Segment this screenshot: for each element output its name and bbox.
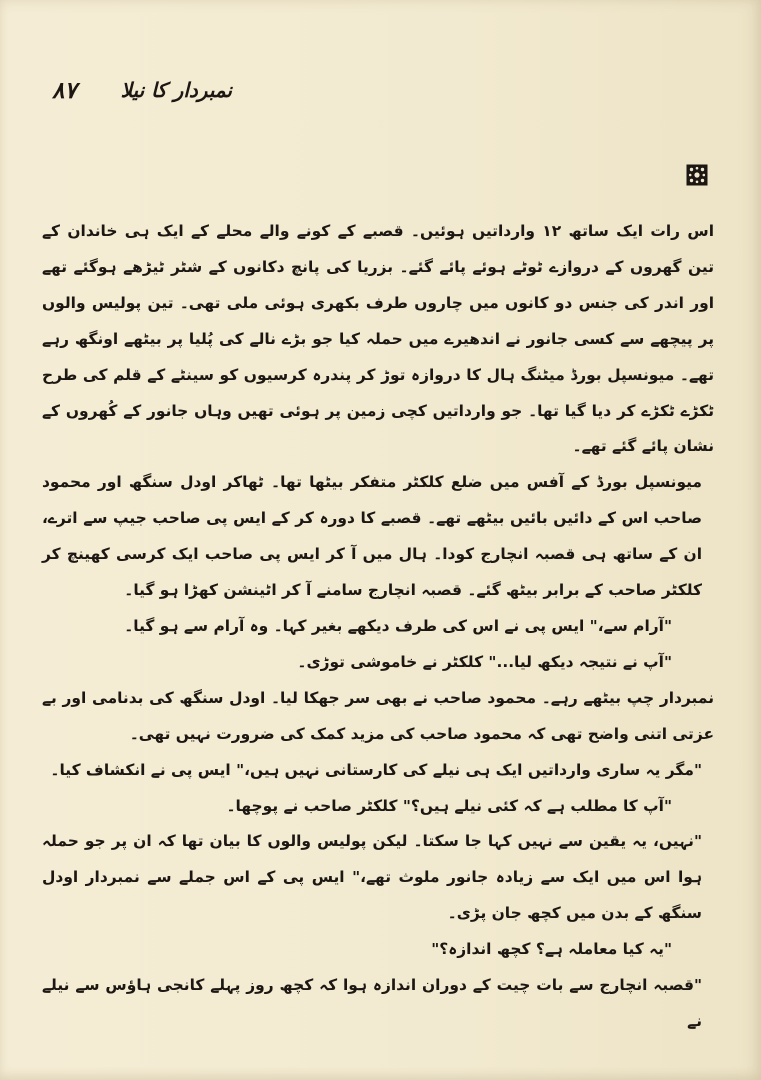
paragraph: میونسپل بورڈ کے آفس میں ضلع کلکٹر متفکر بیٹھا تھا۔ ٹھاکر اودل سنگھ اور محمود صاحب اس کے دائیں بائیں بیٹھے تھے۔ قصبے کا دورہ کر کے ایس پی صاحب جیپ سے اترے، ان کے ساتھ ہی قصبہ انچارج کودا۔ ہال میں آ کر ایس پی صاحب ایک کرسی کھینچ کر کلکٹر صاحب کے برابر بیٹھ گئے۔ قصبہ انچارج سامنے آ کر اٹینشن کھڑا ہو گیا۔: [42, 473, 702, 600]
dialog-line: "مگر یہ ساری وارداتیں ایک ہی نیلے کی کارستانی نہیں ہیں،" ایس پی نے انکشاف کیا۔: [50, 760, 702, 779]
page-number: ۸۷: [52, 76, 77, 104]
paragraph: "نہیں، یہ یقین سے نہیں کہا جا سکتا۔ لیکن پولیس والوں کا بیان تھا کہ ان پر جو حملہ ہوا اس میں ایک سے زیادہ جانور ملوث تھے،" ایس پی کے اس جملے سے نمبردار اودل سنگھ کے بدن میں کچھ جان پڑی۔: [42, 832, 702, 923]
square-dot-ornament-icon: [686, 164, 708, 186]
paragraph: "قصبہ انچارج سے بات چیت کے دوران اندازہ ہوا کہ کچھ روز پہلے کانجی ہاؤس سے نیلے نے: [42, 976, 702, 1030]
dialog-line: "یہ کیا معاملہ ہے؟ کچھ اندازہ؟": [431, 940, 672, 959]
paragraph: نمبردار چپ بیٹھے رہے۔ محمود صاحب نے بھی سر جھکا لیا۔ اودل سنگھ کی بدنامی اور بے عزتی اتنی واضح تھی کہ محمود صاحب کی مزید کمک کی ضرورت نہیں تھی۔: [42, 688, 714, 743]
dialog-line: "آپ کا مطلب ہے کہ کئی نیلے ہیں؟" کلکٹر صاحب نے پوچھا۔: [226, 796, 672, 815]
body-text: [42, 214, 714, 1040]
dialog-line: "آرام سے،" ایس پی نے اس کی طرف دیکھے بغیر کہا۔ وہ آرام سے ہو گیا۔: [124, 616, 672, 635]
paragraph: اس رات ایک ساتھ ۱۲ وارداتیں ہوئیں۔ قصبے کے کونے والے محلے کے ایک ہی خاندان کے تین گھروں کے دروازے ٹوٹے ہوئے پائے گئے۔ بزریا کی پانچ دکانوں کے شٹر ٹیڑھے ہوگئے تھے اور اندر کی جنس دو کانوں میں چاروں طرف بکھری ہوئی ملی تھی۔ تین پولیس والوں پر پیچھے سے کسی جانور نے اندھیرے میں حملہ کیا جو بڑے نالے کی پُلیا پر بیٹھے اونگھ رہے تھے۔ میونسپل بورڈ میٹنگ ہال کا دروازہ توڑ کر پندرہ کرسیوں کو سینٹے کے قلم کی طرح ٹکڑے ٹکڑے کر دیا گیا تھا۔ جو وارداتیں کچی زمین پر ہوئی تھیں وہاں جانور کے کُھروں کے نشان پائے گئے تھے۔: [42, 222, 714, 456]
running-title: نمبردار کا نیلا: [120, 78, 232, 102]
page-header: [52, 70, 232, 110]
dialog-line: "آپ نے نتیجہ دیکھ لیا..." کلکٹر نے خاموشی توڑی۔: [297, 652, 672, 671]
